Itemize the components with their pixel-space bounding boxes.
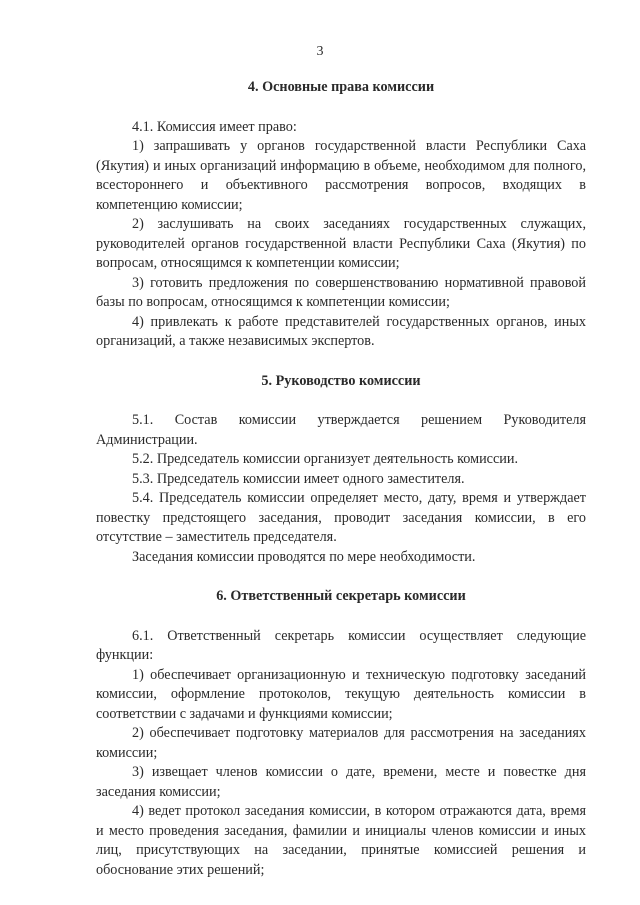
paragraph: 5.2. Председатель комиссии организует деятельность комиссии.	[132, 451, 518, 467]
paragraph: 2) заслушивать на своих заседаниях государственных служащих, руководителей органов государственной власти Республики Саха (Якутия) по вопросам, относящимся к компетенции комиссии;	[96, 216, 586, 271]
paragraph: 1) запрашивать у органов государственной власти Республики Саха (Якутия) и иных организаций информацию в объеме, необходимом для полного, всестороннего и объективного рассмотрения вопросов, входящих в компетенцию комиссии;	[96, 138, 586, 213]
section-heading: 6. Ответственный секретарь комиссии	[216, 588, 466, 604]
paragraph: 5.1. Состав комиссии утверждается решением Руководителя Администрации.	[96, 412, 586, 448]
paragraph: 5.3. Председатель комиссии имеет одного заместителя.	[132, 470, 465, 487]
paragraph: 4) привлекать к работе представителей государственных органов, иных организаций, а также независимых экспертов.	[96, 313, 586, 349]
paragraph: Заседания комиссии проводятся по мере необходимости.	[132, 548, 476, 565]
paragraph: 3) извещает членов комиссии о дате, времени, месте и повестке дня заседания комиссии;	[96, 764, 586, 800]
document-body	[96, 60, 586, 880]
paragraph: 4.1. Комиссия имеет право:	[132, 118, 297, 135]
paragraph: 5.4. Председатель комиссии определяет место, дату, время и утверждает повестку предстоящего заседания, проводит заседания комиссии, в его отсутствие – заместитель председателя.	[96, 490, 586, 545]
paragraph: 3) готовить предложения по совершенствованию нормативной правовой базы по вопросам, относящимся к компетенции комиссии;	[96, 274, 586, 310]
section-heading: 4. Основные права комиссии	[247, 79, 435, 95]
page-number: 3	[316, 44, 324, 59]
section-heading: 5. Руководство комиссии	[261, 372, 421, 389]
paragraph: 2) обеспечивает подготовку материалов для рассмотрения на заседаниях комиссии;	[96, 725, 586, 761]
paragraph: 6.1. Ответственный секретарь комиссии осуществляет следующие функции:	[96, 627, 586, 663]
paragraph: 4) ведет протокол заседания комиссии, в котором отражаются дата, время и место проведения заседания, фамилии и инициалы членов комиссии и иных лиц, присутствующих на заседании, принятые комиссией решения и обоснование этих решений;	[96, 803, 586, 878]
paragraph: 1) обеспечивает организационную и техническую подготовку заседаний комиссии, оформление протоколов, текущую деятельность комиссии в соответствии с задачами и функциями комиссии;	[96, 666, 586, 722]
